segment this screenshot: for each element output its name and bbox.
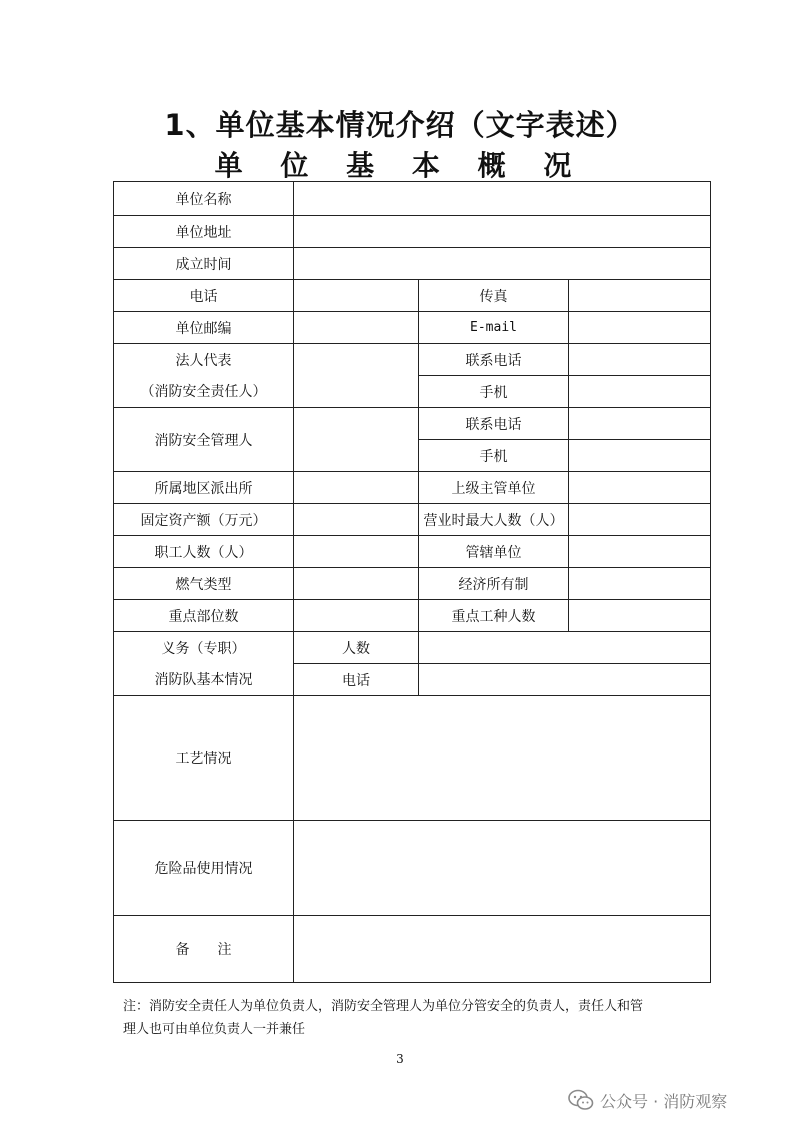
label-jurisdiction: 管辖单位 (419, 536, 569, 568)
label-legal-rep-sub: （消防安全责任人） (114, 376, 294, 408)
row-key-parts (114, 600, 711, 632)
label-key-workers: 重点工种人数 (419, 600, 569, 632)
field-hazmat[interactable] (294, 821, 711, 916)
field-key-workers[interactable] (569, 600, 711, 632)
label-postcode: 单位邮编 (114, 312, 294, 344)
page-number: 3 (396, 1052, 404, 1066)
watermark-text: 公众号 · 消防观察 (600, 1091, 728, 1111)
field-legal-mobile[interactable] (569, 376, 711, 408)
label-fire-team: 义务（专职） (114, 632, 294, 664)
label-email: E-mail (419, 312, 569, 344)
row-unit-address (114, 216, 711, 248)
footnote-line-2: 理人也可由单位负责人一并兼任 (123, 1022, 306, 1037)
field-phone[interactable] (294, 280, 419, 312)
label-key-parts: 重点部位数 (114, 600, 294, 632)
label-fire-manager: 消防安全管理人 (114, 408, 294, 472)
row-fixed-assets (114, 504, 711, 536)
row-process (114, 696, 711, 821)
field-remarks[interactable] (294, 916, 711, 983)
row-police-station (114, 472, 711, 504)
row-remarks (114, 916, 711, 983)
label-hazmat: 危险品使用情况 (114, 821, 294, 916)
field-established[interactable] (294, 248, 711, 280)
label-superior-unit: 上级主管单位 (419, 472, 569, 504)
label-unit-address: 单位地址 (114, 216, 294, 248)
label-legal-mobile: 手机 (419, 376, 569, 408)
label-unit-name: 单位名称 (114, 182, 294, 216)
wechat-icon (568, 1089, 594, 1111)
field-legal-rep[interactable] (294, 344, 419, 408)
field-ownership[interactable] (569, 568, 711, 600)
label-established: 成立时间 (114, 248, 294, 280)
field-team-count[interactable] (419, 632, 711, 664)
field-process[interactable] (294, 696, 711, 821)
row-phone (114, 280, 711, 312)
row-postcode (114, 312, 711, 344)
field-legal-contact-phone[interactable] (569, 344, 711, 376)
field-fire-manager[interactable] (294, 408, 419, 472)
row-fire-team-2 (114, 664, 711, 696)
label-gas-type: 燃气类型 (114, 568, 294, 600)
row-gas-type (114, 568, 711, 600)
row-staff-count (114, 536, 711, 568)
field-team-phone[interactable] (419, 664, 711, 696)
field-superior-unit[interactable] (569, 472, 711, 504)
label-team-count: 人数 (294, 632, 419, 664)
label-ownership: 经济所有制 (419, 568, 569, 600)
watermark (568, 1088, 727, 1112)
field-manager-contact-phone[interactable] (569, 408, 711, 440)
label-staff-count: 职工人数（人） (114, 536, 294, 568)
field-fax[interactable] (569, 280, 711, 312)
row-unit-name (114, 182, 711, 216)
field-staff-count[interactable] (294, 536, 419, 568)
label-max-people: 营业时最大人数（人） (419, 504, 569, 536)
label-police-station: 所属地区派出所 (114, 472, 294, 504)
footnote (123, 995, 713, 1041)
field-unit-address[interactable] (294, 216, 711, 248)
field-fixed-assets[interactable] (294, 504, 419, 536)
field-unit-name[interactable] (294, 182, 711, 216)
label-remarks: 备 注 (114, 916, 294, 983)
page-title: 1、单位基本情况介绍（文字表述） (164, 108, 636, 142)
label-team-phone: 电话 (294, 664, 419, 696)
field-manager-mobile[interactable] (569, 440, 711, 472)
row-fire-manager-1 (114, 408, 711, 440)
field-gas-type[interactable] (294, 568, 419, 600)
field-postcode[interactable] (294, 312, 419, 344)
row-fire-team-1 (114, 632, 711, 664)
field-key-parts[interactable] (294, 600, 419, 632)
row-established (114, 248, 711, 280)
field-police-station[interactable] (294, 472, 419, 504)
page-subtitle: 单 位 基 本 概 况 (214, 149, 586, 182)
field-email[interactable] (569, 312, 711, 344)
unit-info-form (113, 181, 711, 983)
label-fax: 传真 (419, 280, 569, 312)
label-legal-contact-phone: 联系电话 (419, 344, 569, 376)
row-legal-rep-1 (114, 344, 711, 376)
label-manager-mobile: 手机 (419, 440, 569, 472)
label-manager-contact-phone: 联系电话 (419, 408, 569, 440)
label-fixed-assets: 固定资产额（万元） (114, 504, 294, 536)
field-max-people[interactable] (569, 504, 711, 536)
label-legal-rep: 法人代表 (114, 344, 294, 376)
label-phone: 电话 (114, 280, 294, 312)
row-hazmat (114, 821, 711, 916)
label-fire-team-sub: 消防队基本情况 (114, 664, 294, 696)
label-process: 工艺情况 (114, 696, 294, 821)
footnote-line-1: 注：消防安全责任人为单位负责人，消防安全管理人为单位分管安全的负责人，责任人和管 (123, 999, 644, 1014)
field-jurisdiction[interactable] (569, 536, 711, 568)
